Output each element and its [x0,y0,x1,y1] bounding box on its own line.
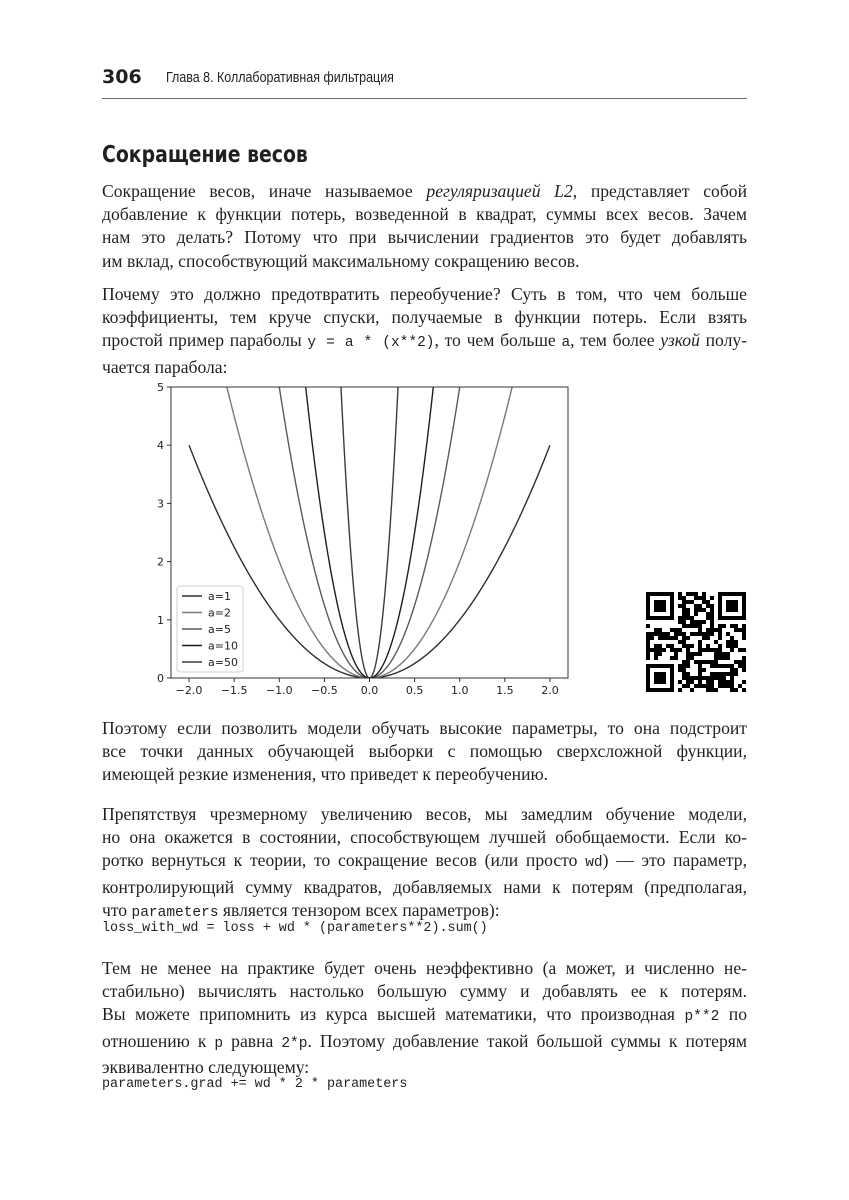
text-line [102,1056,747,1079]
qr-code-icon [646,592,746,692]
text-line [102,1003,747,1029]
legend-label: a=10 [208,639,238,653]
text-run: является тензором всех параметров): [218,899,500,920]
emphasis-text: регуляризацией L2 [426,181,573,201]
text-run: Почему это должно предотвратить переобучение? Суть в том, что чем больше [102,284,747,304]
text-run: контролирующий сумму квадратов, добавляемых нами к потерям (предполагая, [102,876,747,897]
text-run: коэффициенты, тем круче спуски, получаемые в функции потерь. Если взять [102,307,747,328]
text-run: но она окажется в состоянии, способствующем лучшей обобщаемости. Если ко- [102,827,747,848]
text-run: Тем не менее на практике будет очень неэффективно (а может, и численно не- [102,958,747,978]
text-run: нам это делать? Потому что при вычислении градиентов это будет добавлять [102,227,747,248]
x-tick-label: −2.0 [175,684,203,697]
inline-code: a [561,335,571,352]
text-line [102,306,747,329]
text-run: , представляет собой [572,181,747,201]
y-tick-label: 0 [157,672,164,685]
y-tick-label: 4 [157,439,164,453]
section-title: Сокращение весов [102,142,308,168]
text-line [102,203,747,226]
text-line [102,876,747,899]
y-tick-label: 3 [157,497,164,511]
emphasis-text: узкой [660,330,700,351]
inline-code: wd [585,855,603,872]
x-tick-label: 0.5 [405,684,424,697]
text-run: имеющей резкие изменения, что приведет к переобучению. [102,764,549,785]
inline-code: y = a * (x**2) [307,335,435,352]
text-run: . Поэтому добавление такой большой суммы к потерям [307,1030,747,1051]
inline-code: p [214,1035,224,1052]
text-run: Вы можете припомнить из курса высшей математики, что производная [102,1004,685,1025]
text-run: отношению к [102,1030,215,1051]
x-tick-label: 2.0 [541,684,559,697]
legend-label: a=1 [208,590,231,603]
code-block-grad-update: parameters.grad += wd * 2 * parameters [102,1077,408,1092]
text-line [102,826,747,849]
paragraph-3 [102,717,747,787]
page-header [102,66,747,99]
text-run: ) — это параметр, [602,850,747,871]
text-line [102,740,747,763]
x-tick-label: −1.0 [265,684,293,697]
text-run: полу- [699,330,748,351]
text-line [102,283,747,306]
paragraph-1 [102,180,747,273]
text-line [102,250,747,273]
text-run: добавление к функции потерь, возведенной в квадрат, суммы всех весов. Зачем [102,204,747,225]
text-line [102,980,747,1003]
text-run: Сокращение весов, иначе называемое [102,181,427,201]
text-run: им вклад, способствующий максимальному сокращению весов. [102,250,580,271]
inline-code: p**2 [684,1009,720,1026]
text-line [102,226,747,249]
code-block-loss-with-wd: loss_with_wd = loss + wd * (parameters**2).sum() [102,921,488,936]
y-tick-label: 1 [157,613,164,627]
text-run: Поэтому если позволить модели обучать высокие параметры, то она подстроит [102,718,747,738]
text-run: что [102,899,132,920]
paragraph-4 [102,803,747,925]
x-tick-label: 0.0 [360,684,379,697]
text-run: эквивалентно следующему: [102,1056,310,1077]
text-run: по [719,1004,747,1025]
inline-code: 2*p [281,1035,308,1052]
x-tick-label: −0.5 [311,684,338,697]
text-run: , тем более [570,330,661,351]
text-line [102,717,747,740]
y-tick-label: 2 [157,555,164,569]
text-line [102,763,747,786]
text-run: равна [223,1030,282,1051]
legend-label: a=5 [208,623,231,636]
text-line [102,957,747,980]
text-run: чается парабола: [102,356,228,377]
text-line [102,849,747,875]
page-number: 306 [102,66,142,88]
y-tick-label: 5 [157,381,164,394]
text-run: стабильно) вычислять настолько большую сумму и добавлять ее к потерям. [102,981,747,1002]
x-tick-label: 1.0 [450,684,469,697]
text-run: ротко вернуться к теории, то сокращение весов (или просто [102,850,586,871]
inline-code: parameters [131,904,219,921]
legend-label: a=2 [208,606,231,620]
text-run: простой пример параболы [102,330,308,351]
paragraph-5 [102,957,747,1079]
text-line [102,180,747,203]
text-line [102,1030,747,1056]
running-head: Глава 8. Коллаборативная фильтрация [166,70,394,86]
parabola-chart [140,378,580,703]
text-run: Препятствуя чрезмерному увеличению весов, мы замедлим обучение модели, [102,804,747,824]
x-tick-label: 1.5 [496,684,514,697]
legend-label: a=50 [208,656,238,669]
paragraph-2 [102,283,747,379]
text-line [102,329,747,355]
text-line [102,803,747,826]
text-run: , то чем больше [434,330,562,351]
x-tick-label: −1.5 [220,684,248,697]
text-line [102,356,747,379]
text-run: все точки данных обучающей выборки с помощью сверхсложной функции, [102,741,747,762]
